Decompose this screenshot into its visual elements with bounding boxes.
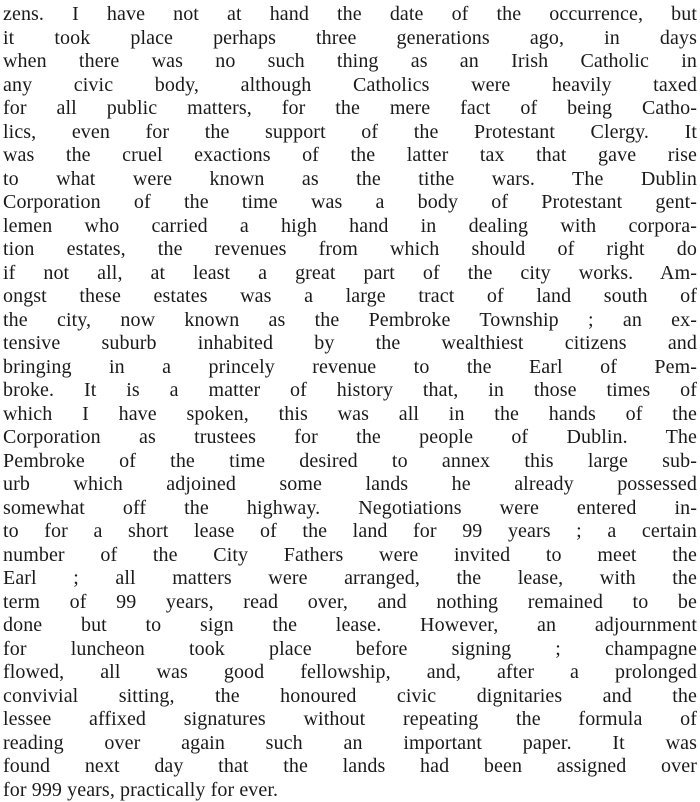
text-line-24: number of the City Fathers were invited to meet the bbox=[3, 544, 697, 568]
text-line-7: was the cruel exactions of the latter tax that gave rise bbox=[3, 144, 697, 168]
text-line-23: to for a short lease of the land for 99 years ; a certain bbox=[3, 520, 697, 544]
text-line-20: Pembroke of the time desired to annex this large sub- bbox=[3, 450, 697, 474]
text-line-1: zens. I have not at hand the date of the occurrence, but bbox=[3, 3, 697, 27]
text-line-30: convivial sitting, the honoured civic dignitaries and the bbox=[3, 685, 697, 709]
text-line-16: bringing in a princely revenue to the Earl of Pem- bbox=[3, 356, 697, 380]
text-line-21: urb which adjoined some lands he already possessed bbox=[3, 473, 697, 497]
text-line-4: any civic body, although Catholics were heavily taxed bbox=[3, 74, 697, 98]
text-line-34: for 999 years, practically for ever. bbox=[3, 779, 697, 802]
article-text-column bbox=[3, 3, 697, 802]
text-line-33: found next day that the lands had been assigned over bbox=[3, 755, 697, 779]
text-line-29: flowed, all was good fellowship, and, after a prolonged bbox=[3, 661, 697, 685]
text-line-13: ongst these estates was a large tract of land south of bbox=[3, 285, 697, 309]
text-line-27: done but to sign the lease. However, an adjournment bbox=[3, 614, 697, 638]
text-line-19: Corporation as trustees for the people of Dublin. The bbox=[3, 426, 697, 450]
text-line-26: term of 99 years, read over, and nothing remained to be bbox=[3, 591, 697, 615]
text-line-12: if not all, at least a great part of the city works. Am- bbox=[3, 262, 697, 286]
text-line-10: lemen who carried a high hand in dealing with corpora- bbox=[3, 215, 697, 239]
text-line-17: broke. It is a matter of history that, in those times of bbox=[3, 379, 697, 403]
text-line-32: reading over again such an important paper. It was bbox=[3, 732, 697, 756]
text-line-22: somewhat off the highway. Negotiations were entered in- bbox=[3, 497, 697, 521]
text-line-2: it took place perhaps three generations ago, in days bbox=[3, 27, 697, 51]
text-line-15: tensive suburb inhabited by the wealthiest citizens and bbox=[3, 332, 697, 356]
text-line-5: for all public matters, for the mere fact of being Catho- bbox=[3, 97, 697, 121]
text-line-18: which I have spoken, this was all in the hands of the bbox=[3, 403, 697, 427]
text-line-25: Earl ; all matters were arranged, the lease, with the bbox=[3, 567, 697, 591]
text-line-8: to what were known as the tithe wars. The Dublin bbox=[3, 168, 697, 192]
text-line-28: for luncheon took place before signing ; champagne bbox=[3, 638, 697, 662]
text-line-9: Corporation of the time was a body of Protestant gent- bbox=[3, 191, 697, 215]
text-line-31: lessee affixed signatures without repeating the formula of bbox=[3, 708, 697, 732]
text-line-3: when there was no such thing as an Irish Catholic in bbox=[3, 50, 697, 74]
text-line-6: lics, even for the support of the Protestant Clergy. It bbox=[3, 121, 697, 145]
text-line-14: the city, now known as the Pembroke Township ; an ex- bbox=[3, 309, 697, 333]
text-line-11: tion estates, the revenues from which should of right do bbox=[3, 238, 697, 262]
